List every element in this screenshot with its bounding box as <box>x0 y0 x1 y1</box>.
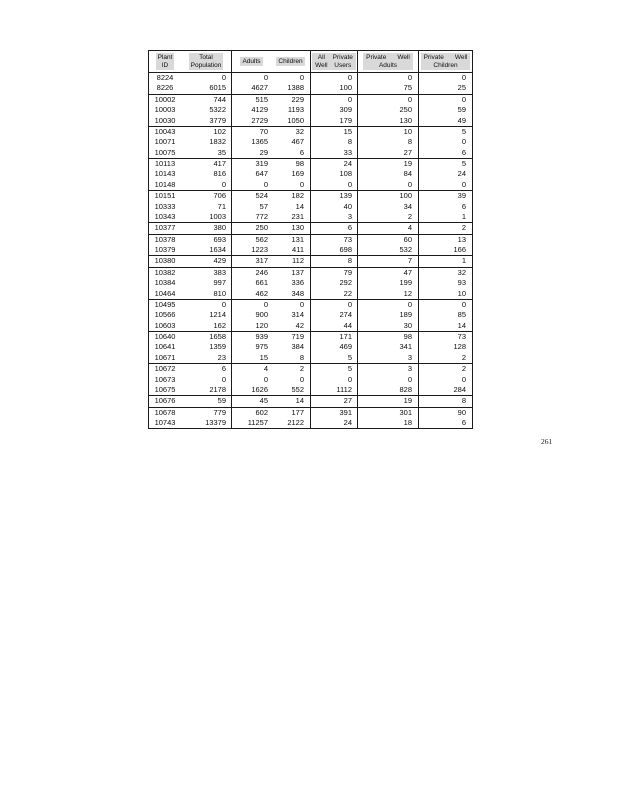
header-private-well-children: Private Well Children <box>419 51 472 72</box>
cell-total-population: 13379 <box>205 418 226 427</box>
cell-children: 42 <box>295 320 304 330</box>
table-row <box>149 375 472 385</box>
cell-adults: 562 <box>255 234 268 244</box>
cell-total-population: 744 <box>213 94 226 104</box>
cell-private-well-adults: 3 <box>407 364 412 374</box>
cell-plant-id: 10676 <box>154 396 176 406</box>
cell-private-well-children: 0 <box>461 299 466 309</box>
header-private-well-adults: Private Well Adults <box>358 51 419 72</box>
table-row <box>149 256 472 266</box>
cell-total-population: 0 <box>221 374 226 384</box>
cell-private-well-adults: 301 <box>399 407 412 417</box>
cell-all-well-private-users: 139 <box>339 191 352 201</box>
cell-private-well-children: 5 <box>461 159 466 168</box>
cell-private-well-children: 0 <box>461 179 466 189</box>
table-row <box>149 300 472 310</box>
cell-private-well-adults: 18 <box>403 418 412 427</box>
cell-plant-id: 10672 <box>154 364 176 374</box>
cell-adults: 515 <box>255 94 268 104</box>
cell-total-population: 693 <box>213 234 226 244</box>
table-row <box>149 116 472 126</box>
cell-all-well-private-users: 171 <box>339 332 352 341</box>
cell-adults: 0 <box>263 299 268 309</box>
table-row <box>149 148 472 158</box>
cell-total-population: 3779 <box>209 115 226 125</box>
row-group <box>149 235 472 257</box>
cell-plant-id: 10143 <box>154 169 176 179</box>
table-row <box>149 342 472 352</box>
cell-private-well-adults: 0 <box>407 299 412 309</box>
cell-children: 6 <box>299 147 304 157</box>
cell-private-well-children: 0 <box>461 73 466 82</box>
cell-adults: 246 <box>255 267 268 277</box>
cell-private-well-children: 8 <box>461 396 466 406</box>
cell-children: 384 <box>291 342 304 352</box>
cell-private-well-children: 59 <box>457 105 466 115</box>
row-group <box>149 223 472 234</box>
cell-children: 1050 <box>287 115 304 125</box>
cell-private-well-children: 6 <box>461 201 466 211</box>
cell-all-well-private-users: 24 <box>343 418 352 427</box>
row-group <box>149 95 472 127</box>
header-children: Children <box>278 57 303 65</box>
cell-total-population: 1658 <box>209 332 226 341</box>
cell-adults: 45 <box>259 396 268 406</box>
cell-all-well-private-users: 5 <box>347 352 352 362</box>
table-row <box>149 95 472 105</box>
cell-private-well-adults: 100 <box>399 191 412 201</box>
table-row <box>149 137 472 147</box>
table-row <box>149 268 472 278</box>
cell-total-population: 0 <box>221 299 226 309</box>
cell-private-well-adults: 60 <box>403 234 412 244</box>
table-row <box>149 223 472 233</box>
cell-adults: 317 <box>255 256 268 266</box>
cell-all-well-private-users: 108 <box>339 169 352 179</box>
cell-total-population: 816 <box>213 169 226 179</box>
cell-all-well-private-users: 33 <box>343 147 352 157</box>
cell-plant-id: 10675 <box>154 384 176 394</box>
table-row <box>149 159 472 169</box>
cell-children: 348 <box>291 288 304 298</box>
row-group <box>149 159 472 191</box>
cell-adults: 0 <box>263 374 268 384</box>
cell-children: 177 <box>291 407 304 417</box>
cell-adults: 1365 <box>251 137 268 147</box>
table-row <box>149 396 472 406</box>
cell-plant-id: 10678 <box>154 407 176 417</box>
cell-total-population: 779 <box>213 407 226 417</box>
cell-adults: 900 <box>255 310 268 320</box>
cell-total-population: 1003 <box>209 211 226 221</box>
cell-private-well-children: 166 <box>453 245 466 254</box>
cell-children: 0 <box>299 73 304 82</box>
cell-total-population: 997 <box>213 278 226 288</box>
cell-all-well-private-users: 40 <box>343 201 352 211</box>
cell-private-well-children: 2 <box>461 223 466 233</box>
cell-private-well-adults: 4 <box>407 223 412 233</box>
cell-total-population: 1359 <box>209 342 226 352</box>
cell-all-well-private-users: 73 <box>343 234 352 244</box>
cell-all-well-private-users: 0 <box>347 179 352 189</box>
cell-plant-id: 10377 <box>154 223 176 233</box>
cell-private-well-children: 25 <box>457 83 466 93</box>
cell-all-well-private-users: 391 <box>339 407 352 417</box>
header-total-population: Total Population <box>190 54 222 69</box>
cell-private-well-adults: 199 <box>399 278 412 288</box>
cell-plant-id: 10495 <box>154 299 176 309</box>
cell-private-well-adults: 2 <box>407 211 412 221</box>
table-row <box>149 353 472 363</box>
header-plant-id-line1: Plant <box>157 54 173 61</box>
cell-adults: 11257 <box>247 418 268 427</box>
row-group <box>149 408 472 429</box>
cell-adults: 524 <box>255 191 268 201</box>
cell-all-well-private-users: 44 <box>343 320 352 330</box>
cell-children: 14 <box>295 201 304 211</box>
cell-total-population: 380 <box>213 223 226 233</box>
cell-plant-id: 10002 <box>154 94 176 104</box>
cell-adults: 57 <box>259 201 268 211</box>
cell-adults: 4627 <box>251 83 268 93</box>
cell-plant-id: 10148 <box>154 179 176 189</box>
cell-private-well-children: 6 <box>461 147 466 157</box>
cell-total-population: 810 <box>213 288 226 298</box>
table-row <box>149 385 472 395</box>
table-row <box>149 321 472 331</box>
table-row <box>149 289 472 299</box>
cell-all-well-private-users: 27 <box>343 396 352 406</box>
cell-all-well-private-users: 100 <box>339 83 352 93</box>
cell-adults: 4 <box>263 364 268 374</box>
cell-plant-id: 10382 <box>154 267 176 277</box>
cell-total-population: 706 <box>213 191 226 201</box>
cell-private-well-adults: 532 <box>399 245 412 254</box>
cell-plant-id: 10378 <box>154 234 176 244</box>
cell-total-population: 2178 <box>209 384 226 394</box>
table-row <box>149 364 472 374</box>
cell-private-well-children: 24 <box>457 169 466 179</box>
table-row <box>149 245 472 255</box>
table-row <box>149 169 472 179</box>
cell-plant-id: 10043 <box>154 126 176 136</box>
cell-private-well-adults: 3 <box>407 352 412 362</box>
cell-adults: 250 <box>255 223 268 233</box>
cell-children: 2122 <box>287 418 304 427</box>
cell-private-well-children: 284 <box>453 384 466 394</box>
cell-total-population: 6015 <box>209 83 226 93</box>
cell-private-well-children: 39 <box>457 191 466 201</box>
table-row <box>149 408 472 418</box>
cell-plant-id: 10641 <box>154 342 176 352</box>
header-all-well: All Well <box>315 54 328 69</box>
cell-all-well-private-users: 8 <box>347 256 352 266</box>
cell-plant-id: 10566 <box>154 310 176 320</box>
cell-private-well-children: 85 <box>457 310 466 320</box>
cell-private-well-children: 2 <box>461 352 466 362</box>
cell-children: 0 <box>299 179 304 189</box>
row-group <box>149 300 472 332</box>
cell-plant-id: 10333 <box>154 201 176 211</box>
page-number: 261 <box>541 437 553 446</box>
cell-private-well-children: 90 <box>457 407 466 417</box>
cell-total-population: 1214 <box>209 310 226 320</box>
row-group <box>149 268 472 300</box>
table-row <box>149 332 472 342</box>
cell-children: 169 <box>291 169 304 179</box>
cell-plant-id: 10603 <box>154 320 176 330</box>
cell-total-population: 5322 <box>209 105 226 115</box>
cell-adults: 1626 <box>251 384 268 394</box>
cell-all-well-private-users: 309 <box>339 105 352 115</box>
row-group <box>149 364 472 396</box>
cell-children: 314 <box>291 310 304 320</box>
cell-private-well-children: 1 <box>461 211 466 221</box>
cell-all-well-private-users: 5 <box>347 364 352 374</box>
table-row <box>149 105 472 115</box>
cell-private-well-children: 93 <box>457 278 466 288</box>
cell-children: 130 <box>291 223 304 233</box>
cell-children: 182 <box>291 191 304 201</box>
cell-adults: 2729 <box>251 115 268 125</box>
cell-children: 1388 <box>287 83 304 93</box>
cell-plant-id: 10379 <box>154 245 176 254</box>
cell-plant-id: 10113 <box>154 159 176 168</box>
cell-all-well-private-users: 22 <box>343 288 352 298</box>
cell-children: 14 <box>295 396 304 406</box>
cell-adults: 0 <box>263 179 268 189</box>
cell-all-well-private-users: 79 <box>343 267 352 277</box>
cell-adults: 0 <box>263 73 268 82</box>
cell-total-population: 71 <box>217 201 226 211</box>
cell-private-well-adults: 8 <box>407 137 412 147</box>
cell-plant-id: 10030 <box>154 115 176 125</box>
cell-plant-id: 10075 <box>154 147 176 157</box>
cell-private-well-children: 10 <box>457 288 466 298</box>
cell-all-well-private-users: 274 <box>339 310 352 320</box>
cell-private-well-children: 49 <box>457 115 466 125</box>
cell-all-well-private-users: 0 <box>347 94 352 104</box>
cell-adults: 4129 <box>251 105 268 115</box>
cell-private-well-adults: 828 <box>399 384 412 394</box>
header-private-users: Private Users <box>332 54 353 69</box>
cell-private-well-children: 14 <box>457 320 466 330</box>
cell-private-well-adults: 0 <box>407 374 412 384</box>
cell-plant-id: 10343 <box>154 211 176 221</box>
table-row <box>149 212 472 222</box>
cell-private-well-adults: 98 <box>403 332 412 341</box>
table-row <box>149 73 472 83</box>
table-body <box>149 73 472 428</box>
cell-adults: 70 <box>259 126 268 136</box>
cell-total-population: 35 <box>217 147 226 157</box>
cell-all-well-private-users: 469 <box>339 342 352 352</box>
table-row <box>149 418 472 428</box>
table-row <box>149 191 472 201</box>
header-adults: Adults <box>242 57 261 65</box>
cell-private-well-adults: 0 <box>407 94 412 104</box>
cell-children: 8 <box>299 352 304 362</box>
header-group-age <box>232 51 311 72</box>
table-row <box>149 180 472 190</box>
cell-private-well-children: 13 <box>457 234 466 244</box>
cell-adults: 120 <box>255 320 268 330</box>
cell-private-well-children: 2 <box>461 364 466 374</box>
cell-private-well-children: 0 <box>461 137 466 147</box>
cell-children: 2 <box>299 364 304 374</box>
cell-all-well-private-users: 6 <box>347 223 352 233</box>
header-all-well-private-users <box>311 51 358 72</box>
cell-adults: 647 <box>255 169 268 179</box>
cell-private-well-children: 0 <box>461 374 466 384</box>
cell-adults: 772 <box>255 211 268 221</box>
cell-children: 231 <box>291 211 304 221</box>
cell-private-well-adults: 7 <box>407 256 412 266</box>
cell-adults: 939 <box>255 332 268 341</box>
cell-adults: 29 <box>259 147 268 157</box>
cell-total-population: 417 <box>213 159 226 168</box>
cell-children: 467 <box>291 137 304 147</box>
cell-private-well-adults: 130 <box>399 115 412 125</box>
header-plant-id-line2: ID <box>161 61 169 69</box>
row-group <box>149 256 472 267</box>
cell-private-well-adults: 19 <box>403 159 412 168</box>
cell-all-well-private-users: 698 <box>339 245 352 254</box>
cell-adults: 15 <box>259 352 268 362</box>
cell-private-well-adults: 75 <box>403 83 412 93</box>
cell-private-well-adults: 84 <box>403 169 412 179</box>
cell-private-well-adults: 10 <box>403 126 412 136</box>
cell-plant-id: 10380 <box>154 256 176 266</box>
row-group <box>149 332 472 364</box>
cell-all-well-private-users: 15 <box>343 126 352 136</box>
cell-total-population: 0 <box>221 73 226 82</box>
cell-children: 0 <box>299 299 304 309</box>
cell-total-population: 383 <box>213 267 226 277</box>
cell-private-well-adults: 19 <box>403 396 412 406</box>
cell-total-population: 59 <box>217 396 226 406</box>
cell-total-population: 23 <box>217 352 226 362</box>
cell-private-well-adults: 0 <box>407 73 412 82</box>
cell-private-well-children: 128 <box>453 342 466 352</box>
cell-private-well-adults: 341 <box>399 342 412 352</box>
cell-private-well-adults: 0 <box>407 179 412 189</box>
cell-private-well-adults: 12 <box>403 288 412 298</box>
cell-children: 32 <box>295 126 304 136</box>
cell-children: 719 <box>291 332 304 341</box>
cell-adults: 1223 <box>251 245 268 254</box>
cell-plant-id: 10071 <box>154 137 176 147</box>
row-group <box>149 191 472 223</box>
cell-all-well-private-users: 3 <box>347 211 352 221</box>
cell-children: 98 <box>295 159 304 168</box>
row-group <box>149 396 472 407</box>
cell-total-population: 429 <box>213 256 226 266</box>
cell-children: 411 <box>292 245 304 254</box>
cell-all-well-private-users: 0 <box>347 374 352 384</box>
cell-children: 1193 <box>287 105 304 115</box>
cell-adults: 661 <box>255 278 268 288</box>
cell-private-well-children: 0 <box>461 94 466 104</box>
header-plant-id <box>149 51 181 72</box>
cell-children: 552 <box>291 384 304 394</box>
cell-plant-id: 10384 <box>154 278 176 288</box>
cell-private-well-adults: 47 <box>403 267 412 277</box>
table-row <box>149 278 472 288</box>
cell-total-population: 0 <box>221 179 226 189</box>
cell-plant-id: 10003 <box>154 105 176 115</box>
cell-children: 131 <box>291 234 304 244</box>
cell-plant-id: 10673 <box>154 374 176 384</box>
cell-all-well-private-users: 0 <box>347 73 352 82</box>
cell-all-well-private-users: 8 <box>347 137 352 147</box>
cell-total-population: 162 <box>213 320 226 330</box>
table-row <box>149 127 472 137</box>
cell-children: 229 <box>291 94 304 104</box>
cell-private-well-children: 5 <box>461 126 466 136</box>
cell-adults: 602 <box>255 407 268 417</box>
cell-total-population: 102 <box>213 126 226 136</box>
cell-plant-id: 8226 <box>156 83 174 93</box>
cell-plant-id: 10640 <box>154 332 176 341</box>
cell-private-well-adults: 27 <box>403 147 412 157</box>
cell-total-population: 1832 <box>209 137 226 147</box>
cell-children: 336 <box>291 278 304 288</box>
plant-population-table <box>148 50 473 429</box>
cell-private-well-children: 6 <box>461 418 466 427</box>
table-header-row <box>149 51 472 73</box>
cell-children: 0 <box>299 374 304 384</box>
cell-children: 112 <box>292 256 304 266</box>
cell-private-well-children: 73 <box>457 332 466 341</box>
cell-private-well-adults: 30 <box>403 320 412 330</box>
cell-private-well-children: 32 <box>457 267 466 277</box>
row-group <box>149 127 472 159</box>
table-row <box>149 202 472 212</box>
cell-adults: 319 <box>255 159 268 168</box>
cell-private-well-adults: 189 <box>399 310 412 320</box>
cell-adults: 975 <box>255 342 268 352</box>
cell-plant-id: 10671 <box>154 352 176 362</box>
cell-total-population: 6 <box>221 364 226 374</box>
cell-plant-id: 10151 <box>154 191 176 201</box>
cell-private-well-children: 1 <box>461 256 466 266</box>
cell-private-well-adults: 250 <box>399 105 412 115</box>
header-group-population <box>149 51 232 72</box>
cell-plant-id: 10743 <box>154 418 176 427</box>
cell-all-well-private-users: 0 <box>347 299 352 309</box>
cell-plant-id: 8224 <box>156 73 174 82</box>
row-group <box>149 73 472 95</box>
cell-all-well-private-users: 1112 <box>336 384 352 394</box>
cell-all-well-private-users: 24 <box>343 159 352 168</box>
cell-children: 137 <box>291 267 304 277</box>
cell-adults: 462 <box>255 288 268 298</box>
cell-private-well-adults: 34 <box>403 201 412 211</box>
cell-all-well-private-users: 179 <box>339 115 352 125</box>
cell-plant-id: 10464 <box>154 288 176 298</box>
table-row <box>149 83 472 93</box>
table-row <box>149 235 472 245</box>
cell-all-well-private-users: 292 <box>339 278 352 288</box>
cell-total-population: 1634 <box>209 245 226 254</box>
table-row <box>149 310 472 320</box>
